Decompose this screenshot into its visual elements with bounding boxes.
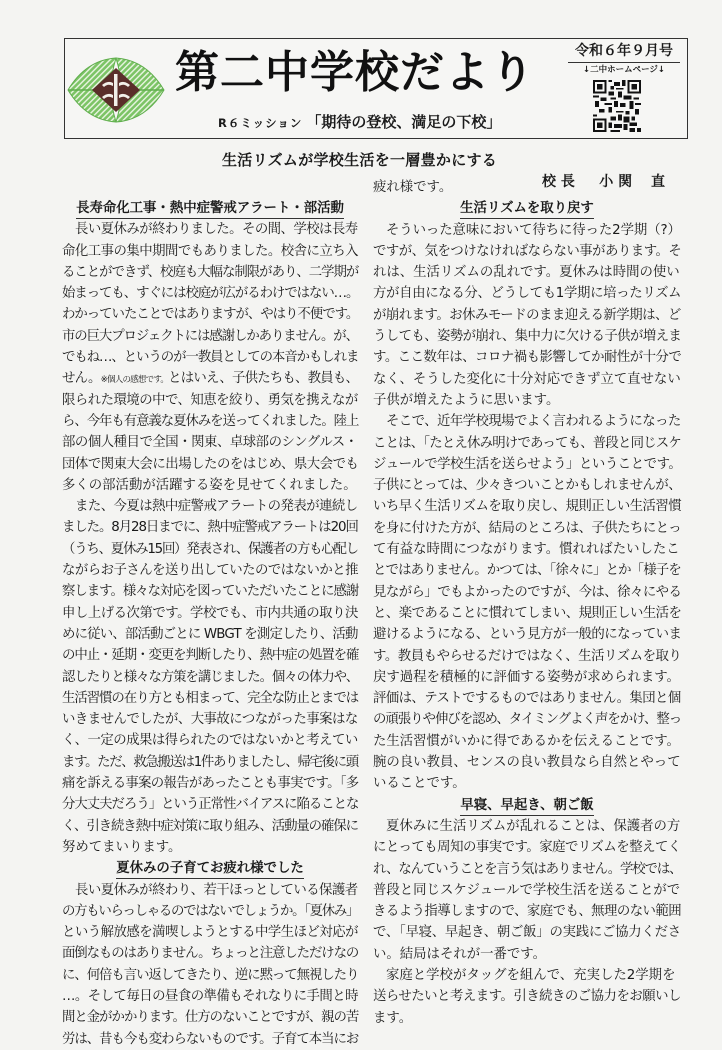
text-line: 間と金がかかります。仕方のないことですが、親の苦 [62,1010,359,1026]
section-heading: 長寿命化工事・熱中症警戒アラート・部活動 [62,198,358,219]
mission-text: 「期待の登校、満足の下校」 [306,113,502,131]
text-line: 普段と同じスケジュールで学校生活を送ることがで [373,882,681,898]
text-line: た生活習慣がいかに得であるかを伝えることです。 [373,733,680,749]
text-line: うしても、姿勢が崩れ、集中力に欠ける子供が増えま [373,329,682,345]
personal-note: ※個人の感想です。 [100,375,169,386]
text-line: また、今夏は熱中症警戒アラートの発表が連続し [75,499,358,515]
text-line: て有益な時間につながります。慣れればたいしたこ [373,542,680,558]
text-line: 子供が増えたように思います。 [373,392,560,408]
text-line: きるよう指導しますので、家庭でも、無理のない範囲 [373,904,682,920]
author-name: 小 関 直 [599,174,665,190]
text-line: 生活習慣の在り方とも相まって、完全な防止とまでは [62,690,359,706]
text-line: く、一定の成果は得られたのではないかと考えてい [62,733,358,749]
text-line: いることです。 [373,776,466,792]
text-line: で、「早寝、早起き、朝ご飯」の実践にご協力くださ [373,925,681,941]
mission-prefix: R６ミッション [218,116,303,130]
text-line: そういった意味において待ちに待った2学期（?） [386,222,681,238]
text-line: なく、そうした変化に十分対応できず立て直せない [373,371,681,387]
text-fragment: せん。 [62,371,101,387]
text-line: の中止・延期・変更を判断したり、熱中症の処置を確 [62,648,359,664]
text-line: ことは、「たとえ休み明けであっても、普段と同じスケ [373,435,681,451]
text-line: 労は、昔も今も変わらないものです。子育て本当にお [62,1031,359,1047]
text-line: す。ここ数年は、コロナ禍も影響してか耐性が十分で [373,350,682,366]
text-line: ました。8月28日までに、熱中症警戒アラートは20回 [62,520,358,536]
text-line: す。教員もやらせるだけではなく、生活リズムを取り [373,648,682,664]
text-line: ることができず、校庭も大幅な制限があり、二学期が [62,264,359,280]
text-line: 限られた環境の中で、知恵を絞り、勇気を携えなが [62,392,358,408]
text-line: そこで、近年学校現場でよく言われるようになった [386,414,681,430]
text-line: 痛を訴える事案の報告があったことも事実です。「多 [62,776,359,792]
text-line: の方もいらっしゃるのではないでしょうか。「夏休み」 [62,903,359,919]
text-line: 命化工事の集中期間でもありました。校舎に立ち入 [62,243,358,259]
text-line: れ、なんていうことを言う気はありません。学校では、 [373,861,682,877]
text-line: （うち、夏休み15回）発表され、保護者の方も心配し [62,541,358,557]
text-line: い。結局はそれが一番です。 [373,946,547,962]
left-column [62,198,358,1050]
text-line: にとっても周知の事実です。家庭でリズムを整えてく [373,840,681,856]
text-line: いち早く生活リズムを取り戻し、規則正しい生活習慣 [373,499,682,515]
text-line: とではありません。かつては、「徐々に」とか「様子を [373,563,681,579]
text-line: 多くの部活動が活躍する姿を見せてくれました。 [62,477,357,493]
mission-statement [218,112,501,133]
text-line: 認したりと様々な方策を講じました。個々の体力や、 [62,669,359,685]
right-column [373,177,681,1029]
text-line: 戻す過程を積極的に評価する姿勢が求められます。 [373,669,680,685]
text-line: 長い夏休みが終わり、若干ほっとしている保護者 [75,882,358,898]
text-line: れは、生活リズムの乱れです。夏休みは時間の使い [373,265,680,281]
text-line: …。そして毎日の昼食の準備もそれなりに手間と時 [62,988,358,1004]
newsletter-title: 第二中学校だより [175,47,535,98]
author-role: 校 長 [542,174,575,190]
text-fragment: とはいえ、子供たちも、教員も、 [168,371,359,387]
homepage-label: ↓二中ホームページ↓ [582,65,666,75]
text-line: 方が自由になる分、どうしても1学期に培ったリズム [373,286,682,302]
text-line: 面倒なものはありません。ちょっと注意しただけなの [62,946,359,962]
text-line: 家庭と学校がタッグを組んで、充実した2学期を [386,967,676,983]
text-line: 評価は、テストでするものではありません。集団と個 [373,691,681,707]
text-line: を身に付けた方が、結局のところは、子供たちにとっ [373,520,682,536]
text-line: の頑張りや伸びを認め、タイミングよく声をかけ、整っ [373,712,682,728]
text-line: という解放感を満喫しようとする中学生ほど対応が [62,925,358,941]
text-line: 長い夏休みが終わりました。その間、学校は長寿 [75,222,358,238]
qr-code-icon[interactable] [593,80,641,132]
issue-date: 令和６年９月号 [568,42,680,63]
text-line: ジュールで学校生活を送らせよう」ということです。 [373,456,682,472]
text-line: 市の巨大プロジェクトには感謝しかありません。が、 [62,328,358,344]
article-title: 生活リズムが学校生活を一層豊かにする [222,151,498,169]
text-line: 始まっても、すぐには校庭が広がるわけではない…。 [62,286,359,302]
text-line: 察します。様々な対応を図っていただいたことに感謝 [62,584,359,600]
text-line: 団体で関東大会に出場したのをはじめ、県大会でも [62,456,359,472]
text-line: く、引き続き熱中症対策に取り組み、活動量の確保に [62,818,358,834]
text-line: めに従い、部活動ごとに WBGT を測定したり、活動 [62,626,358,642]
section-heading: 早寝、早起き、朝ご飯 [373,795,681,816]
section-heading: 生活リズムを取り戻す [373,198,681,219]
text-line: 夏休みに生活リズムが乱れることは、保護者の方 [386,818,681,834]
text-line: ながらお子さんを送り出していたのではないかと推 [62,563,358,579]
school-emblem-icon [66,52,166,128]
text-line: 送らせたいと考えます。引き続きのご協力をお願いし [373,989,681,1005]
text-line: 避けるようになる、という見方が一般的になっていま [373,627,682,643]
text-line: に、何倍も言い返してきたり、逆に黙って無視したり [62,967,359,983]
text-line: 疲れ様です。 [373,180,453,195]
text-line [62,368,358,389]
text-line: ます。 [373,1010,413,1026]
text-line: わかっていたことではありますが、やはり不便です。 [62,307,359,323]
text-line: 子供にとっては、少々きついことかもしれませんが、 [373,478,682,494]
text-line: いきませんでしたが、大事故につながった事案はな [62,712,358,728]
text-line: と、楽であることに慣れてしまい、規則正しい生活を [373,605,682,621]
section-heading: 夏休みの子育てお疲れ様でした [62,858,358,879]
text-line: 部の個人種目で全国・関東、卓球部のシングルス・ [62,435,358,451]
text-line: 見ながら」でもよかったのですが、今は、徐々にやる [373,584,682,600]
text-line: ですが、気をつけなければならない事があります。そ [373,243,682,259]
text-line: が崩れます。お休みモードのまま迎える新学期は、ど [373,307,681,323]
text-line: ら、今年も有意義な夏休みを送ってくれました。陸上 [62,413,359,429]
text-line: 腕の良い教員、センスの良い教員なら自然とやって [373,755,681,771]
text-line: でもね…、というのが一教員としての本音かもしれま [62,350,359,366]
text-line: 分大丈夫だろう」という正常性バイアスに陥ることな [62,797,359,813]
text-line: ます。ただ、救急搬送は1件ありましたし、帰宅後に頭 [62,754,358,770]
text-line: 努めてまいります。 [62,839,182,855]
text-line: 申し上げる次第です。学校でも、市内共通の取り決 [62,605,358,621]
